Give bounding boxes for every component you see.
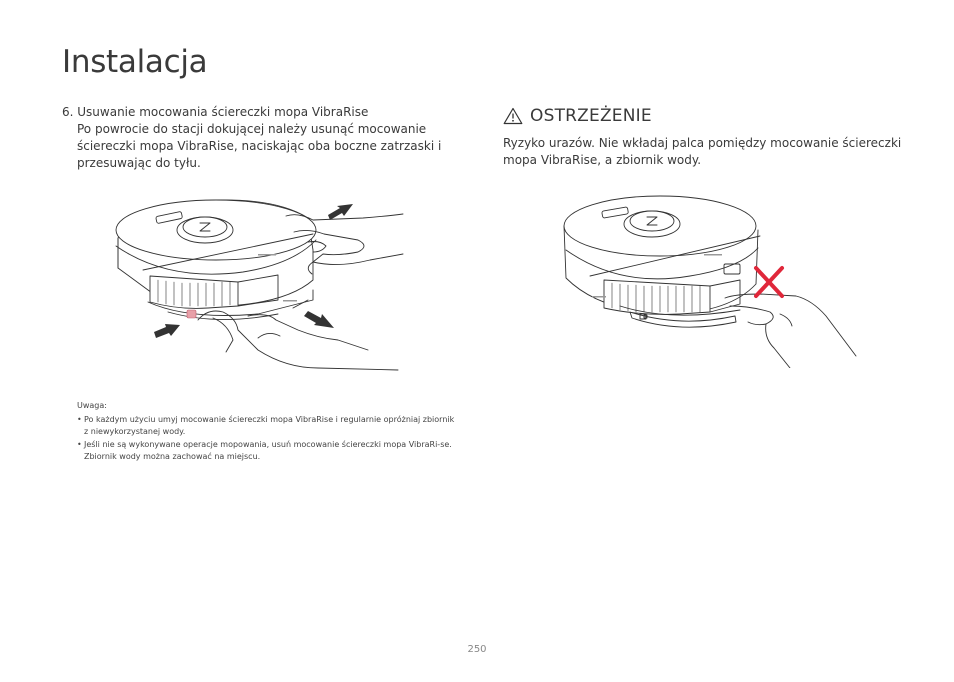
finger-warning-illustration	[560, 188, 860, 368]
warning-heading: OSTRZEŻENIE	[530, 106, 652, 126]
note-item: • Po każdym użyciu umyj mocowanie ściereczki mopa VibraRise i regularnie opróżniaj zbiornik z niewykorzystanej wody.	[77, 414, 457, 439]
mop-removal-illustration	[108, 190, 418, 390]
step-body: Po powrocie do stacji dokującej należy usunąć mocowanie ściereczki mopa VibraRise, naciskając oba boczne zatrzaski i przesuwając do tyłu.	[77, 122, 442, 170]
note-item: • Jeśli nie są wykonywane operacje mopowania, usuń mocowanie ściereczki mopa VibraRi-se. Zbiornik wody można zachować na miejscu.	[77, 439, 457, 464]
prohibited-x-icon	[756, 268, 782, 296]
note-label: Uwaga:	[77, 401, 107, 410]
note-section	[77, 400, 457, 464]
step-section	[62, 104, 442, 172]
page-title: Instalacja	[62, 44, 208, 80]
warning-header	[503, 106, 652, 126]
step-heading: 6. Usuwanie mocowania ściereczki mopa VibraRise	[62, 105, 369, 119]
page-number: 250	[467, 644, 487, 655]
warning-text: Ryzyko urazów. Nie wkładaj palca pomiędzy mocowanie ściereczki mopa VibraRise, a zbiornik wody.	[503, 136, 902, 167]
latch-highlight	[187, 310, 196, 318]
note-list	[77, 414, 457, 464]
warning-triangle-icon	[503, 107, 523, 125]
